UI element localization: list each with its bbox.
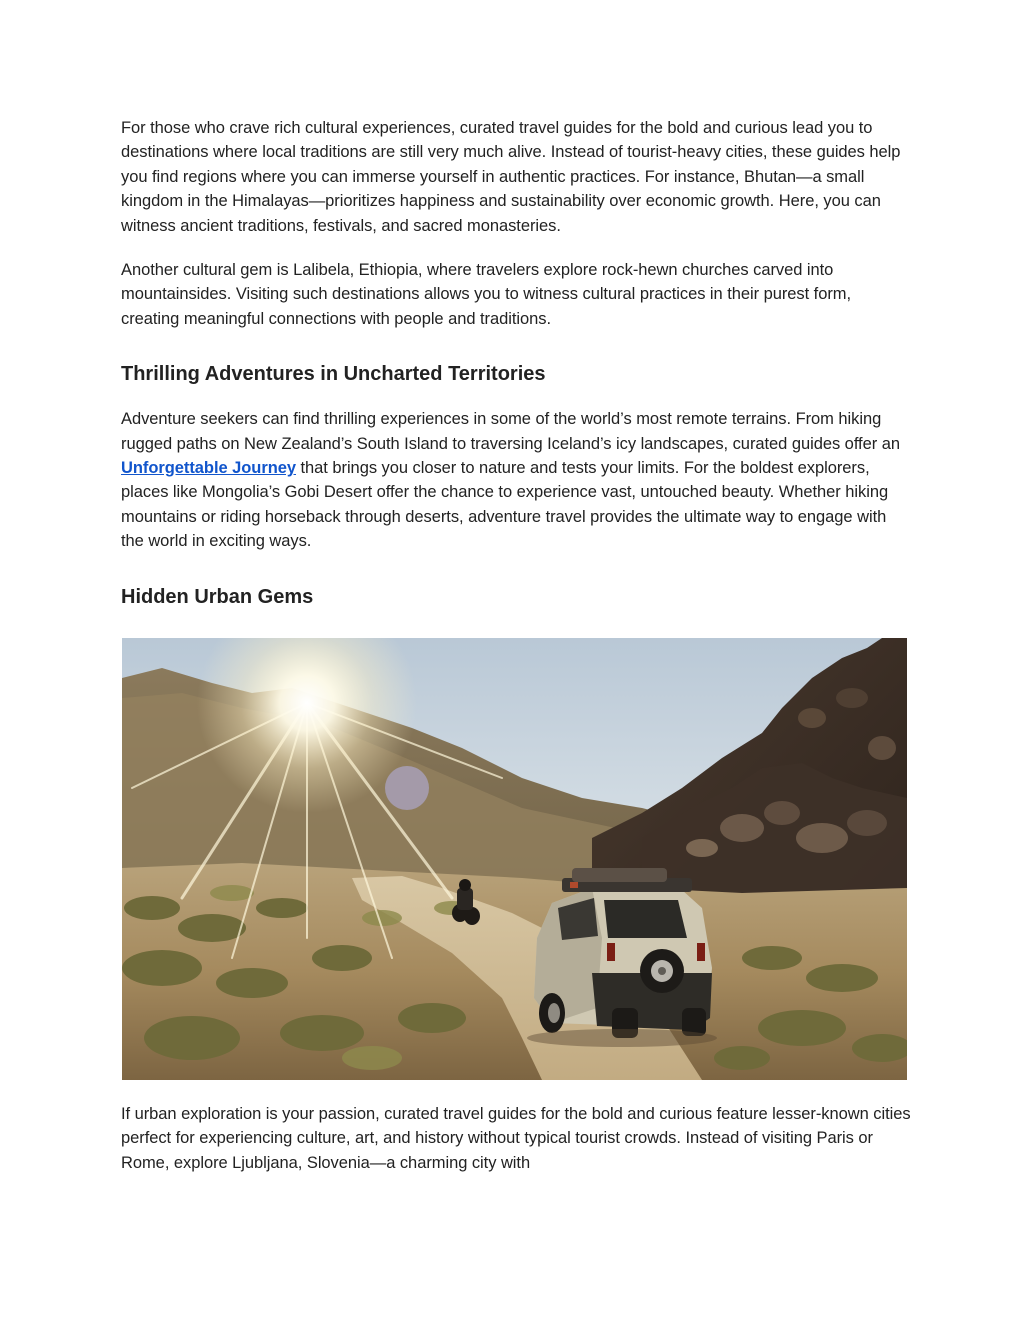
paragraph-adventure bbox=[121, 407, 911, 553]
paragraph-adventure-text-after: that brings you closer to nature and tests your limits. For the boldest explorers, places like Mongolia’s Gobi Desert offer the chance to experience vast, untouched beauty. Whether hiking mountains or riding horseback through deserts, adventure travel provides the ultimate way to engage with the world in exciting ways. bbox=[121, 459, 889, 551]
desert-offroad-photo bbox=[122, 638, 907, 1080]
heading-thrilling-adventures: Thrilling Adventures in Uncharted Territories bbox=[121, 363, 546, 386]
unforgettable-journey-link[interactable]: Unforgettable Journey bbox=[121, 459, 296, 478]
heading-hidden-urban-gems: Hidden Urban Gems bbox=[121, 585, 314, 608]
paragraph-lalibela: Another cultural gem is Lalibela, Ethiopia, where travelers explore rock-hewn churches carved into mountainsides. Visiting such destinations allows you to witness cultural practices in their purest form, creating meaningful connections with people and traditions. bbox=[121, 261, 852, 328]
paragraph-urban-exploration: If urban exploration is your passion, curated travel guides for the bold and curious feature lesser-known cities perfect for experiencing culture, art, and history without typical tourist crowds. Instead of visiting Paris or Rome, explore Ljubljana, Slovenia—a charming city with bbox=[121, 1105, 911, 1172]
article-body-continued bbox=[121, 1102, 911, 1175]
paragraph-cultural-experiences: For those who crave rich cultural experiences, curated travel guides for the bold and curious lead you to destinations where local traditions are still very much alive. Instead of tourist-heavy cities, these guides help you find regions where you can immerse yourself in authentic practices. For instance, Bhutan—a small kingdom in the Himalayas—prioritizes happiness and sustainability over economic growth. Here, you can witness ancient traditions, festivals, and sacred monasteries. bbox=[121, 119, 901, 235]
paragraph-adventure-text-before: Adventure seekers can find thrilling experiences in some of the world’s most remote terrains. From hiking rugged paths on New Zealand’s South Island to traversing Iceland’s icy landscapes, curated guides offer an bbox=[121, 410, 900, 453]
article-body bbox=[121, 116, 911, 610]
